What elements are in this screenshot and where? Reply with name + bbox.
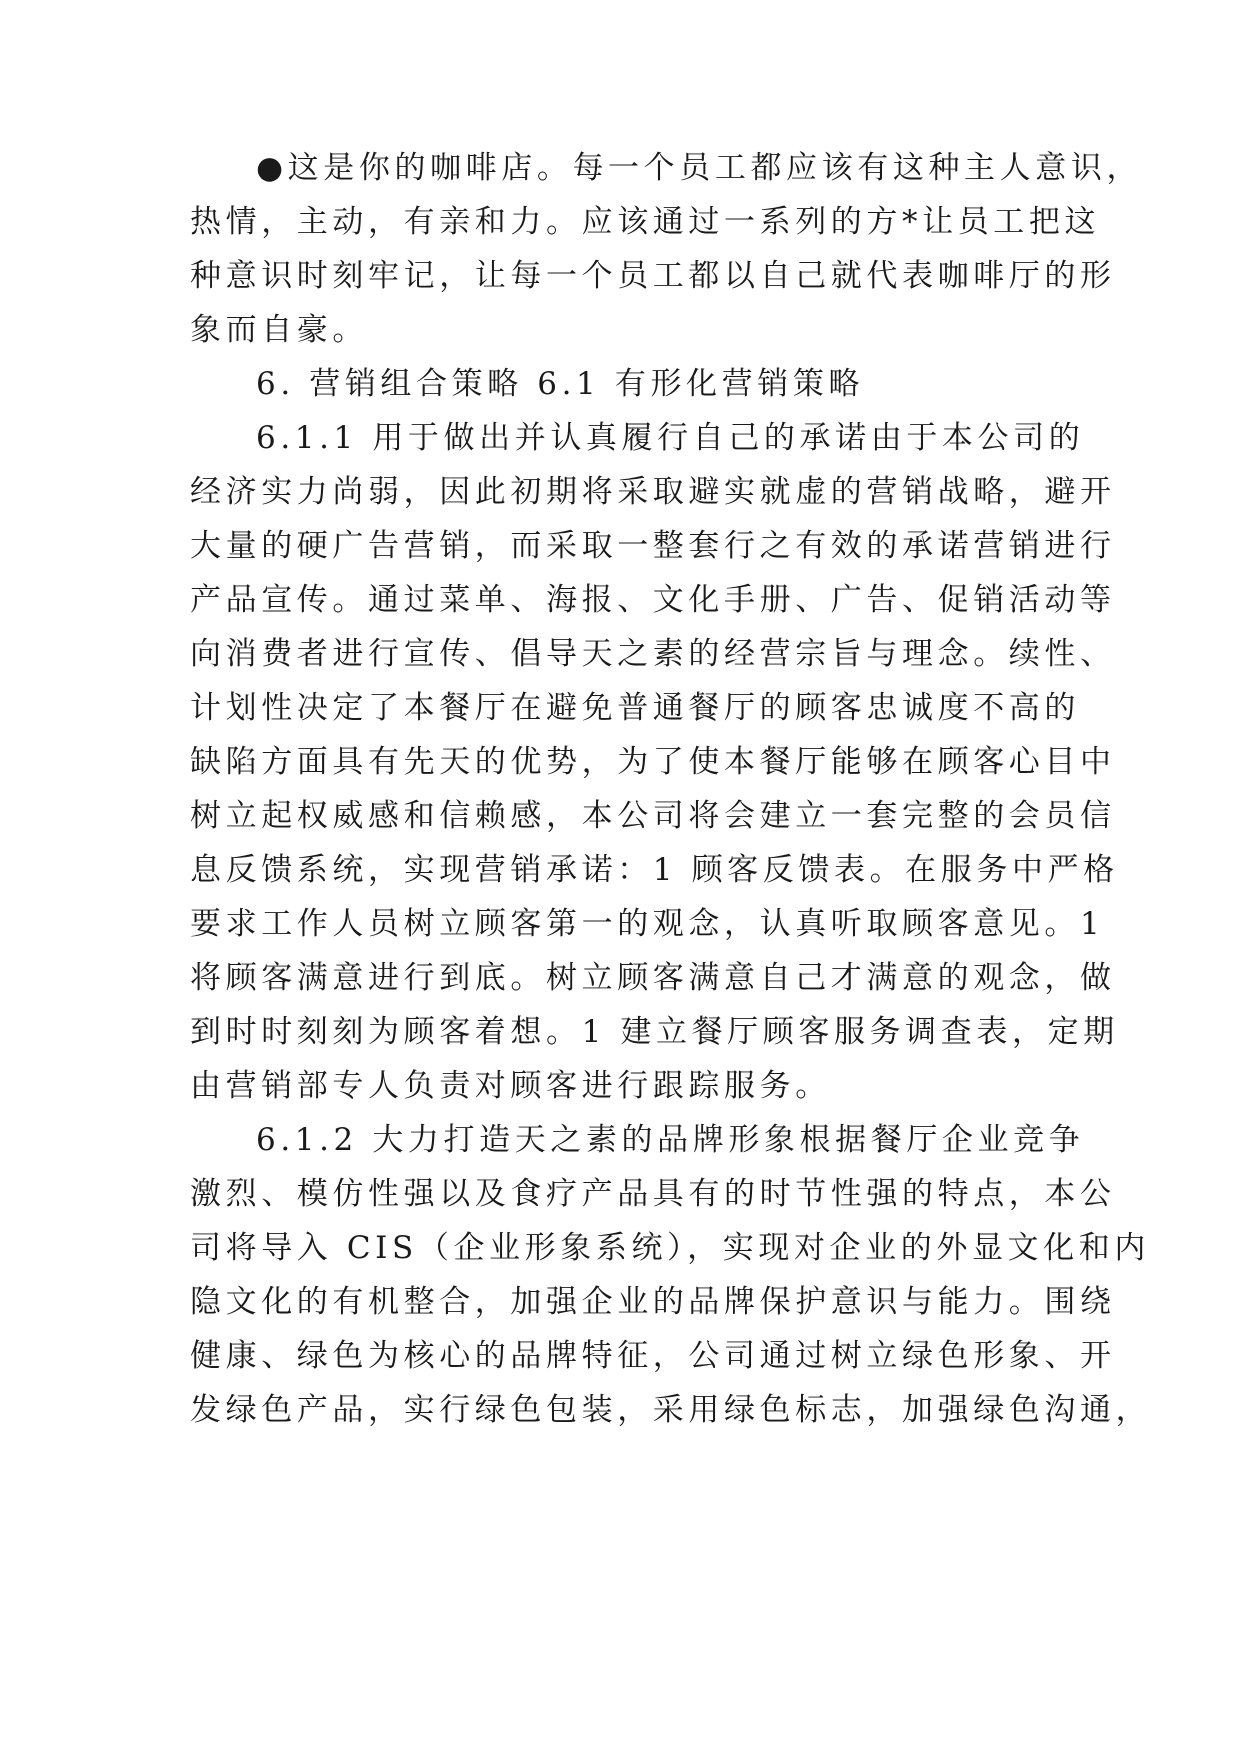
paragraph-line: 健康、绿色为核心的品牌特征，公司通过树立绿色形象、开 [190,1338,1116,1374]
paragraph-line: 产品宣传。通过菜单、海报、文化手册、广告、促销活动等 [190,582,1116,618]
paragraph-line: 热情，主动，有亲和力。应该通过一系列的方*让员工把这 [190,204,1101,240]
paragraph-line: 到时时刻刻为顾客着想。1 建立餐厅顾客服务调查表，定期 [190,1014,1119,1050]
paragraph-line: 将顾客满意进行到底。树立顾客满意自己才满意的观念，做 [190,960,1116,996]
paragraph-line: 由营销部专人负责对顾客进行跟踪服务。 [190,1068,831,1104]
paragraph-line: ●这是你的咖啡店。每一个员工都应该有这种主人意识， [256,150,1143,186]
paragraph-line: 发绿色产品，实行绿色包装，采用绿色标志，加强绿色沟通， [190,1392,1152,1428]
paragraph-line: 6.1.1 用于做出并认真履行自己的承诺由于本公司的 [256,420,1085,456]
paragraph-line: 缺陷方面具有先天的优势，为了使本餐厅能够在顾客心目中 [190,744,1116,780]
paragraph-line: 向消费者进行宣传、倡导天之素的经营宗旨与理念。续性、 [190,636,1116,672]
paragraph-line: 6.1.2 大力打造天之素的品牌形象根据餐厅企业竞争 [256,1122,1085,1158]
paragraph-line: 种意识时刻牢记，让每一个员工都以自己就代表咖啡厅的形 [190,258,1116,294]
paragraph-line: 息反馈系统，实现营销承诺：1 顾客反馈表。在服务中严格 [190,852,1119,888]
paragraph-line: 司将导入 CIS（企业形象系统），实现对企业的外显文化和内 [190,1230,1150,1266]
paragraph-line: 象而自豪。 [190,312,368,348]
paragraph-line: 计划性决定了本餐厅在避免普通餐厅的顾客忠诚度不高的 [190,690,1080,726]
paragraph-line: 隐文化的有机整合，加强企业的品牌保护意识与能力。围绕 [190,1284,1116,1320]
paragraph-line: 大量的硬广告营销，而采取一整套行之有效的承诺营销进行 [190,528,1116,564]
paragraph-line: 要求工作人员树立顾客第一的观念，认真听取顾客意见。1 [190,906,1105,942]
paragraph-line: 激烈、模仿性强以及食疗产品具有的时节性强的特点，本公 [190,1176,1116,1212]
section-heading: 6. 营销组合策略 6.1 有形化营销策略 [256,366,865,402]
paragraph-line: 经济实力尚弱，因此初期将采取避实就虚的营销战略，避开 [190,474,1116,510]
paragraph-line: 树立起权威感和信赖感，本公司将会建立一套完整的会员信 [190,798,1116,834]
